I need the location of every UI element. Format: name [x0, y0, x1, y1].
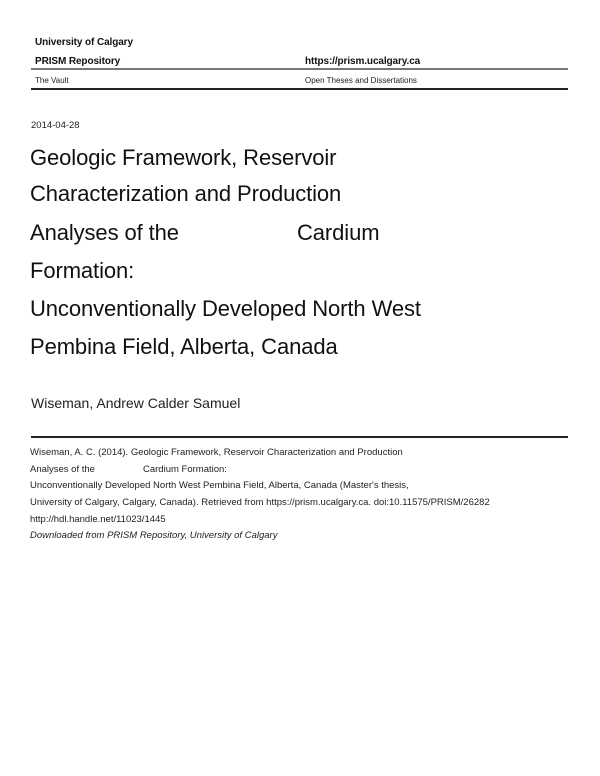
citation-line: Wiseman, A. C. (2014). Geologic Framework, Reservoir Characterization and Production [30, 447, 403, 458]
header-divider-bottom [31, 88, 568, 90]
repository-url[interactable]: https://prism.ucalgary.ca [305, 56, 421, 67]
handle-link[interactable]: http://hdl.handle.net/11023/1445 [30, 514, 166, 525]
citation-line: Analyses of the [30, 464, 95, 475]
collection-type: Open Theses and Dissertations [305, 76, 417, 85]
title-line: Characterization and Production [30, 181, 342, 206]
header-divider-top [31, 68, 568, 70]
author-name: Wiseman, Andrew Calder Samuel [31, 395, 241, 411]
citation-line: Cardium Formation: [143, 464, 227, 475]
title-line: Formation: [30, 258, 135, 283]
title-line: Analyses of the [30, 220, 179, 245]
institution-name: University of Calgary [35, 37, 133, 48]
citation-divider [31, 436, 568, 438]
citation-line: Unconventionally Developed North West Pembina Field, Alberta, Canada (Master's thesis, [30, 480, 409, 491]
repository-name: PRISM Repository [35, 56, 121, 67]
publication-date: 2014-04-28 [31, 120, 80, 131]
downloaded-from-note: Downloaded from PRISM Repository, University of Calgary [30, 530, 278, 541]
title-line: Cardium [297, 220, 380, 245]
citation-line: University of Calgary, Calgary, Canada). Retrieved from https://prism.ucalgary.ca. doi:10.11575/PRISM/26282 [30, 497, 490, 508]
title-line: Pembina Field, Alberta, Canada [30, 334, 338, 359]
title-line: Geologic Framework, Reservoir [30, 145, 337, 170]
collection-name: The Vault [35, 76, 69, 85]
title-line: Unconventionally Developed North West [30, 296, 421, 321]
